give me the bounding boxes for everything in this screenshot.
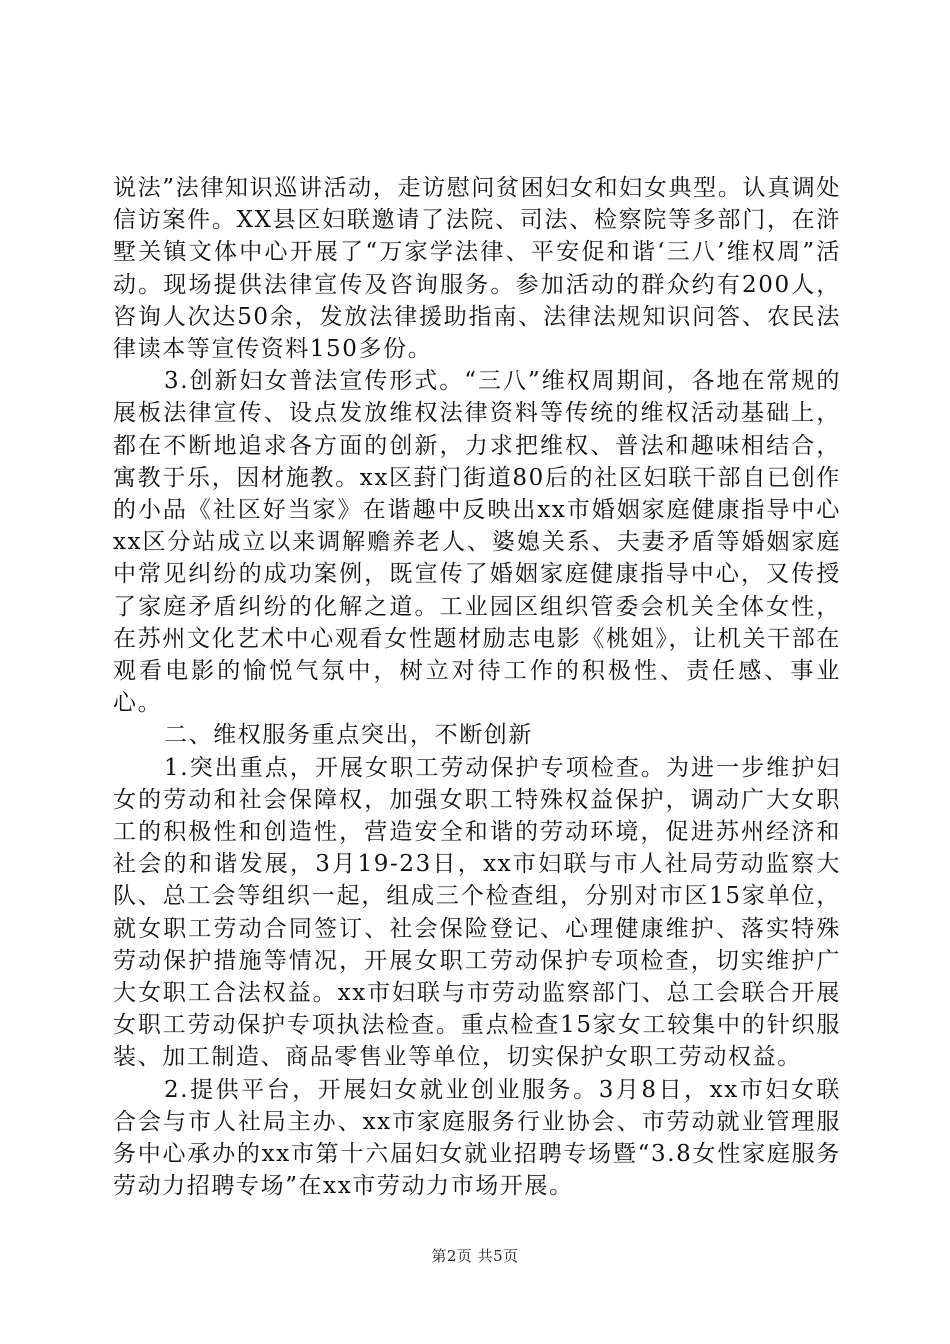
paragraph-labor-protection-inspection: 1.突出重点，开展女职工劳动保护专项检查。为进一步维护妇女的劳动和社会保障权，加强女职工特殊权益保护，调动广大女职工的积极性和创造性，营造安全和谐的劳动环境，促进苏州经济和社会的和谐发展，3月19-23日，xx市妇联与市人社局劳动监察大队、总工会等组织一起，组成三个检查组，分别对市区15家单位，就女职工劳动合同签订、社会保险登记、心理健康维护、落实特殊劳动保护措施等情况，开展女职工劳动保护专项检查，切实维护广大女职工合法权益。xx市妇联与市劳动监察部门、总工会联合开展女职工劳动保护专项执法检查。重点检查15家女工较集中的针织服装、加工制造、商品零售业等单位，切实保护女职工劳动权益。 — [113, 754, 841, 1071]
paragraph-employment-services: 2.提供平台，开展妇女就业创业服务。3月8日，xx市妇女联合会与市人社局主办、xx市家庭服务行业协会、市劳动就业管理服务中心承办的xx市第十六届妇女就业招聘专场暨“3.8女性家庭服务劳动力招聘专场”在xx市劳动力市场开展。 — [113, 1076, 841, 1200]
document-body — [113, 172, 841, 1203]
page-number-footer: 第2页 共5页 — [431, 1247, 519, 1265]
paragraph-legal-outreach: 说法”法律知识巡讲活动，走访慰问贫困妇女和妇女典型。认真调处信访案件。XX县区妇联邀请了法院、司法、检察院等多部门，在浒墅关镇文体中心开展了“万家学法律、平安促和谐‘三八’维权周”活动。现场提供法律宣传及咨询服务。参加活动的群众约有200人，咨询人次达50余，发放法律援助指南、法律法规知识问答、农民法律读本等宣传资料150多份。 — [113, 175, 841, 363]
section-heading-rights-services: 二、维权服务重点突出，不断创新 — [164, 722, 533, 749]
paragraph-innovative-publicity: 3.创新妇女普法宣传形式。“三八”维权周期间，各地在常规的展板法律宣传、设点发放维权法律资料等传统的维权活动基础上，都在不断地追求各方面的创新，力求把维权、普法和趣味相结合，寓教于乐，因材施教。xx区葑门街道80后的社区妇联干部自已创作的小品《社区好当家》在谐趣中反映出xx市婚姻家庭健康指导中心xx区分站成立以来调解赡养老人、婆媳关系、夫妻矛盾等婚姻家庭中常见纠纷的成功案例，既宣传了婚姻家庭健康指导中心，又传授了家庭矛盾纠纷的化解之道。工业园区组织管委会机关全体女性，在苏州文化艺术中心观看女性题材励志电影《桃姐》，让机关干部在观看电影的愉悦气氛中，树立对待工作的积极性、责任感、事业心。 — [113, 368, 841, 717]
